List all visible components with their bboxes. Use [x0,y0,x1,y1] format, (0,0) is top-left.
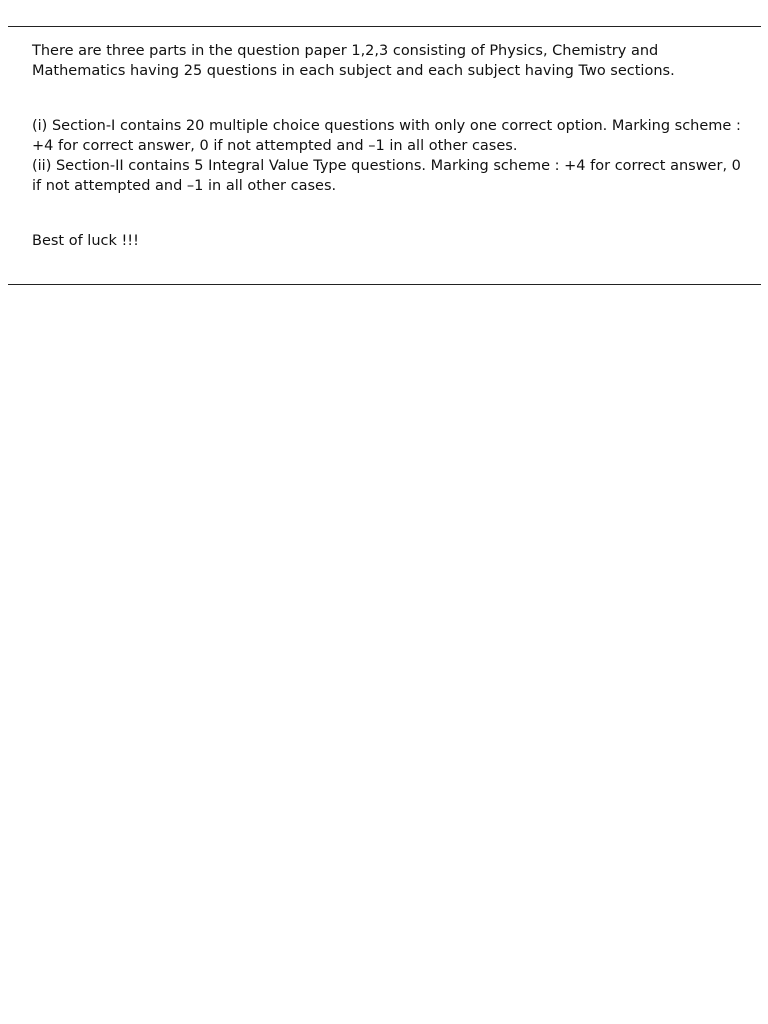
paragraph-spacer [32,81,744,116]
exam-instructions [32,41,744,251]
top-divider [8,26,761,27]
bottom-divider [8,284,761,285]
section-2-rules: (ii) Section-II contains 5 Integral Value Type questions. Marking scheme : +4 for correct answer, 0 if not attempted and –1 in all other cases. [32,158,741,194]
instructions-intro: There are three parts in the question paper 1,2,3 consisting of Physics, Chemistry and Mathematics having 25 questions in each subject and each subject having Two sections. [32,43,675,79]
paragraph-spacer [32,196,744,231]
closing-message: Best of luck !!! [32,233,139,249]
section-1-rules: (i) Section-I contains 20 multiple choice questions with only one correct option. Marking scheme : +4 for correct answer, 0 if not attempted and –1 in all other cases. [32,118,741,154]
